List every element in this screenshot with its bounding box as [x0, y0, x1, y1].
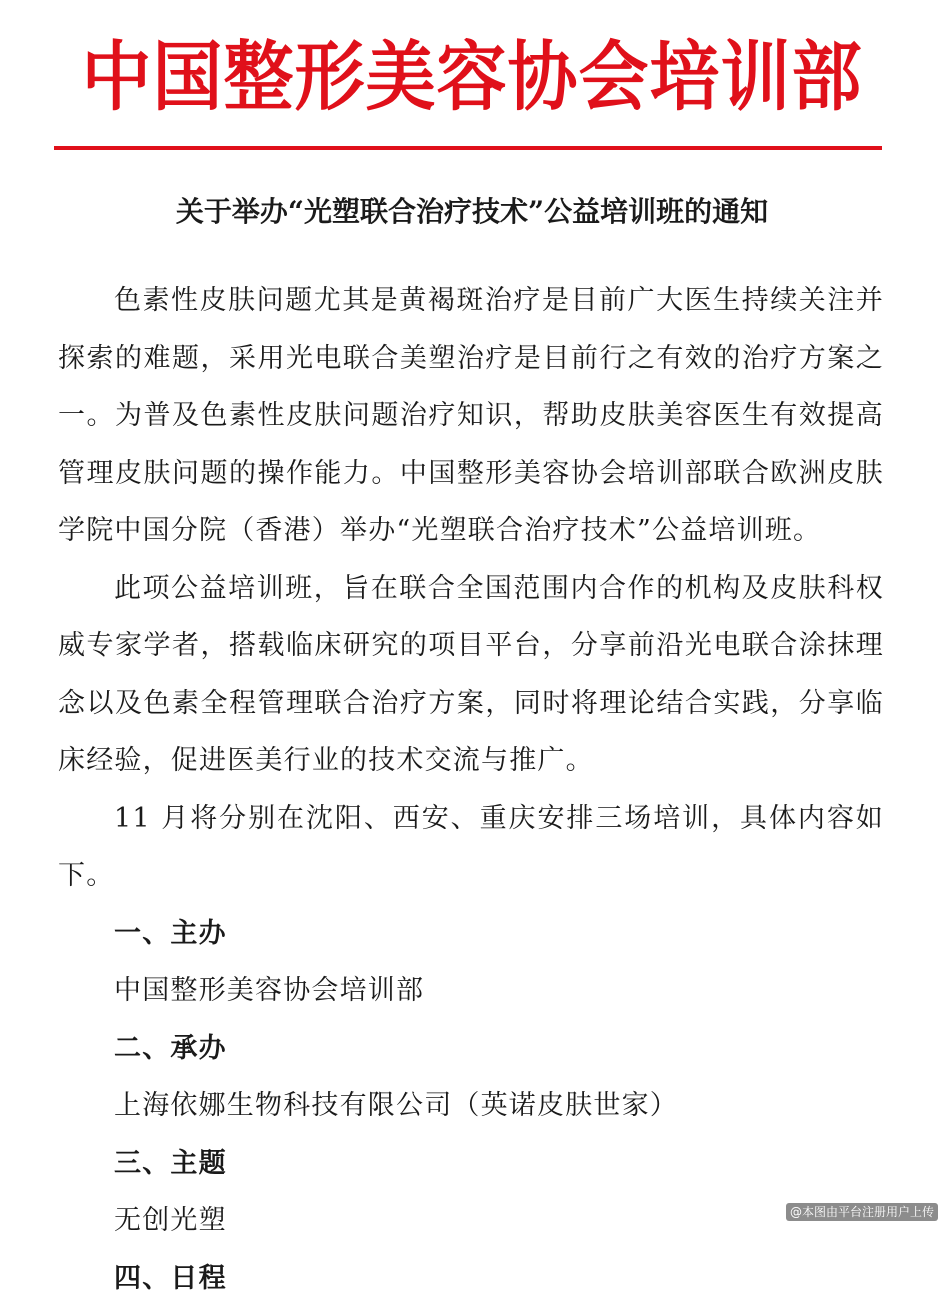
notice-body: [58, 272, 884, 1307]
notice-title: 关于举办“光塑联合治疗技术”公益培训班的通知: [0, 190, 944, 234]
masthead-org-name: 中国整形美容协会培训部: [0, 18, 944, 137]
body-paragraph-1: 色素性皮肤问题尤其是黄褐斑治疗是目前广大医生持续关注并探索的难题，采用光电联合美塑治疗是目前行之有效的治疗方案之一。为普及色素性皮肤问题治疗知识，帮助皮肤美容医生有效提高管理皮肤问题的操作能力。中国整形美容协会培训部联合欧洲皮肤学院中国分院（香港）举办“光塑联合治疗技术”公益培训班。: [58, 272, 884, 560]
section-content-theme: 无创光塑: [58, 1192, 884, 1250]
section-content-organizer: 中国整形美容协会培训部: [58, 962, 884, 1020]
body-paragraph-3: 11 月将分别在沈阳、西安、重庆安排三场培训，具体内容如下。: [58, 790, 884, 905]
section-heading-organizer: 一、主办: [58, 905, 884, 963]
section-heading-undertaker: 二、承办: [58, 1020, 884, 1078]
body-paragraph-2: 此项公益培训班，旨在联合全国范围内合作的机构及皮肤科权威专家学者，搭载临床研究的项目平台，分享前沿光电联合涂抹理念以及色素全程管理联合治疗方案，同时将理论结合实践，分享临床经验，促进医美行业的技术交流与推广。: [58, 560, 884, 790]
section-content-undertaker: 上海依娜生物科技有限公司（英诺皮肤世家）: [58, 1077, 884, 1135]
section-heading-theme: 三、主题: [58, 1135, 884, 1193]
masthead-red-rule: [54, 146, 882, 150]
upload-watermark: @本图由平台注册用户上传: [786, 1203, 938, 1221]
section-heading-schedule: 四、日程: [58, 1250, 884, 1307]
